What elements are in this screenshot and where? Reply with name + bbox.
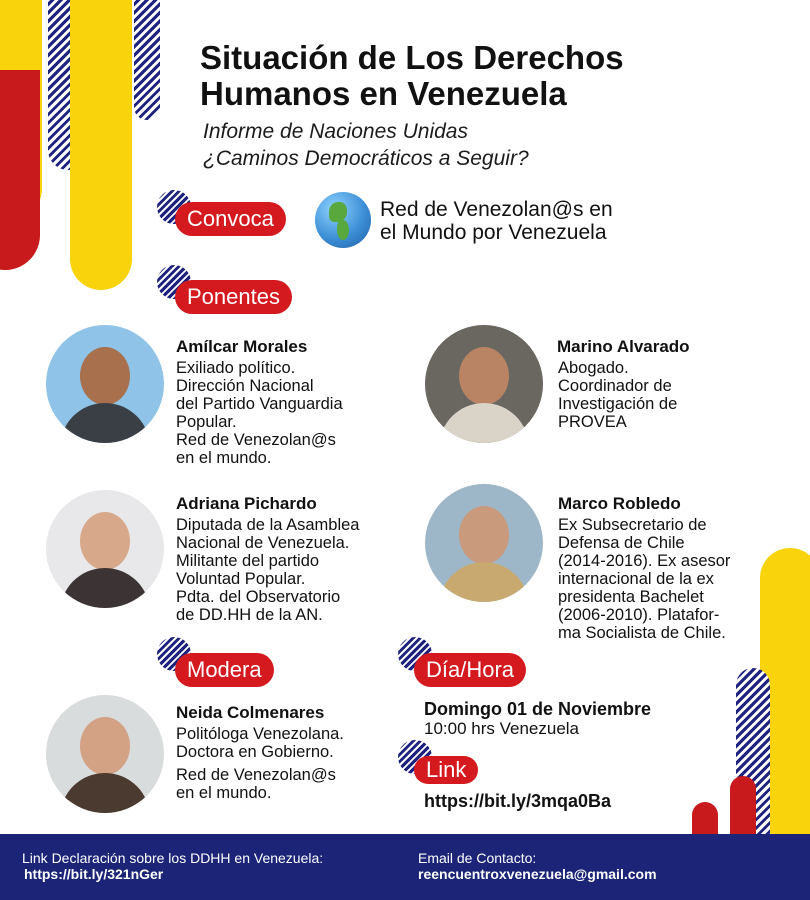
description-line: Ex Subsecretario de	[558, 516, 707, 534]
description-line: Red de Venezolan@s	[176, 431, 336, 449]
description-line: ma Socialista de Chile.	[558, 624, 726, 642]
event-date: Domingo 01 de Noviembre	[424, 699, 652, 719]
description-line: Exiliado político.	[176, 359, 296, 377]
description-line: Voluntad Popular.	[176, 570, 306, 588]
page-title	[200, 40, 624, 112]
speaker-name: Amílcar Morales	[176, 337, 308, 356]
avatar	[46, 695, 164, 813]
title-line: Humanos en Venezuela	[200, 75, 567, 112]
ponentes-tag: Ponentes	[175, 280, 292, 314]
description-line: Pdta. del Observatorio	[176, 588, 341, 606]
description-line: Doctora en Gobierno.	[176, 743, 334, 761]
avatar	[46, 490, 164, 608]
description-line: Coordinador de	[558, 377, 672, 395]
globe-icon	[315, 192, 371, 248]
modera-tag: Modera	[175, 653, 274, 687]
speaker-description	[176, 516, 359, 624]
description-line: PROVEA	[558, 413, 627, 431]
description-line: Red de Venezolan@s	[176, 766, 336, 784]
speaker-name: Marco Robledo	[558, 494, 681, 513]
decor-stripe	[134, 0, 160, 120]
convoca-tag: Convoca	[175, 202, 286, 236]
page-subtitle	[203, 118, 529, 172]
description-line: Nacional de Venezuela.	[176, 534, 350, 552]
footer	[0, 834, 810, 900]
event-link[interactable]: https://bit.ly/3mqa0Ba	[424, 791, 612, 811]
avatar	[425, 484, 543, 602]
description-line: Popular.	[176, 413, 237, 431]
description-line: Diputada de la Asamblea	[176, 516, 360, 534]
subtitle-line: Informe de Naciones Unidas	[203, 120, 468, 143]
description-line: Abogado.	[558, 359, 629, 377]
title-line: Situación de Los Derechos	[200, 39, 624, 76]
description-line: (2014-2016). Ex asesor	[558, 552, 731, 570]
dia-hora-tag: Día/Hora	[414, 653, 526, 687]
description-line: internacional de la ex	[558, 570, 714, 588]
footer-contact-email[interactable]: reencuentroxvenezuela@gmail.com	[418, 866, 657, 882]
speaker-name: Adriana Pichardo	[176, 494, 317, 513]
footer-declaration-link[interactable]: https://bit.ly/321nGer	[24, 866, 164, 882]
avatar	[425, 325, 543, 443]
description-line: en el mundo.	[176, 449, 272, 467]
speaker-description	[558, 359, 677, 431]
description-line: presidenta Bachelet	[558, 588, 704, 606]
description-line: Investigación de	[558, 395, 678, 413]
description-line: (2006-2010). Platafor-	[558, 606, 720, 624]
footer-declaration-label: Link Declaración sobre los DDHH en Venezuela:	[22, 850, 324, 866]
description-line: en el mundo.	[176, 784, 272, 802]
speaker-description	[176, 359, 343, 467]
description-line: Defensa de Chile	[558, 534, 685, 552]
description-line: de DD.HH de la AN.	[176, 606, 323, 624]
convoca-organization	[380, 198, 613, 244]
avatar	[46, 325, 164, 443]
decor-stripe	[70, 0, 132, 290]
decor-stripe	[0, 70, 40, 270]
link-tag: Link	[414, 756, 478, 784]
speaker-name: Marino Alvarado	[557, 337, 690, 356]
moderator-description	[176, 725, 344, 802]
description-line: del Partido Vanguardia	[176, 395, 343, 413]
event-time: 10:00 hrs Venezuela	[424, 719, 580, 738]
description-line: Dirección Nacional	[176, 377, 314, 395]
description-line: Militante del partido	[176, 552, 320, 570]
description-line: Politóloga Venezolana.	[176, 725, 344, 743]
subtitle-line: ¿Caminos Democráticos a Seguir?	[203, 147, 529, 170]
moderator-name: Neida Colmenares	[176, 703, 325, 722]
organization-line: Red de Venezolan@s en	[380, 198, 613, 221]
speaker-description	[558, 516, 730, 642]
organization-line: el Mundo por Venezuela	[380, 221, 607, 244]
footer-contact-label: Email de Contacto:	[418, 850, 537, 866]
